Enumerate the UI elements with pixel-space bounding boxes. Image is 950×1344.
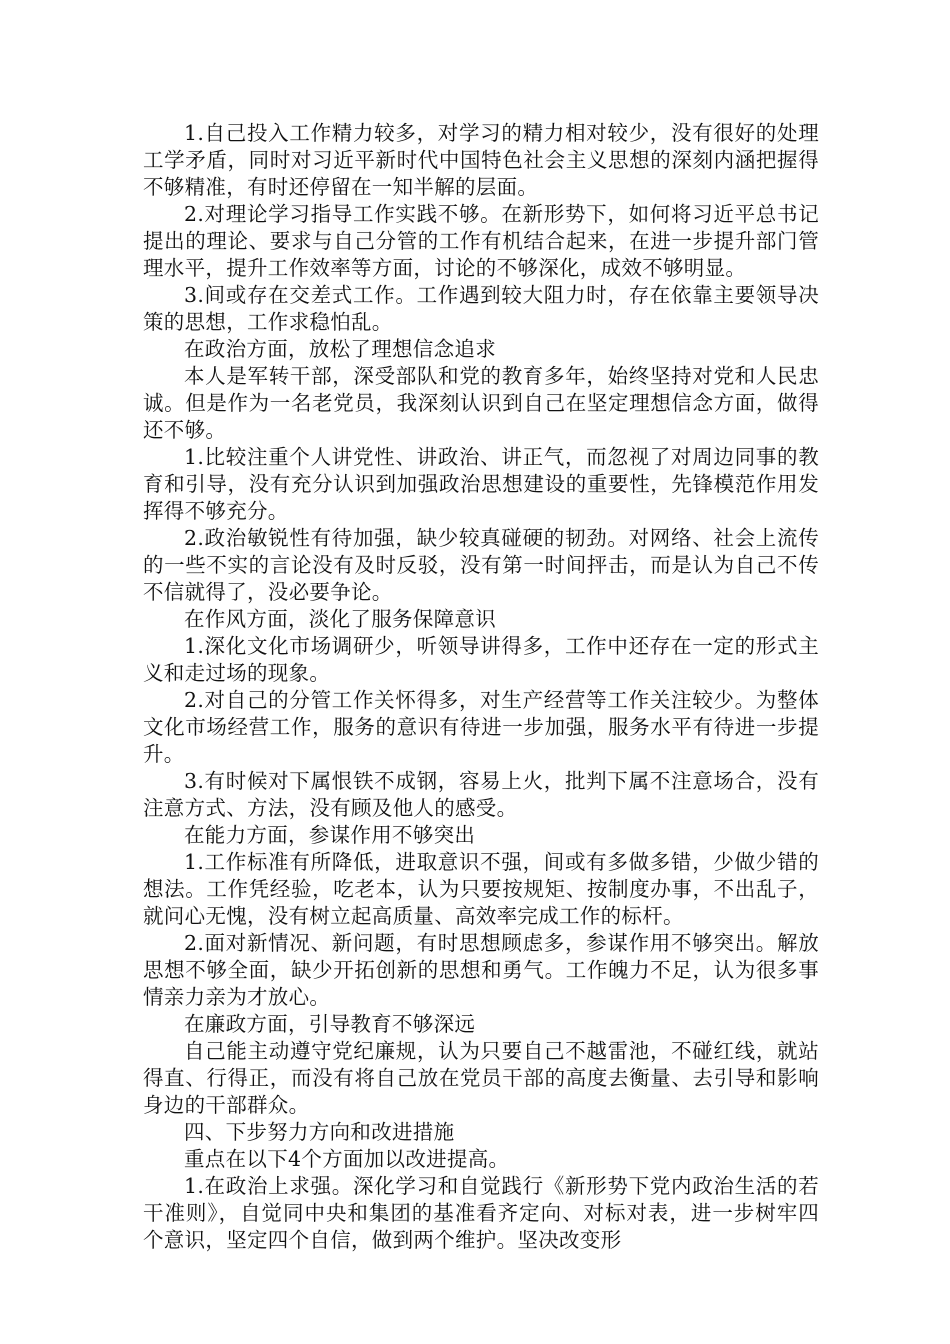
section-heading-ability: 在能力方面，参谋作用不够突出 (184, 823, 476, 847)
paragraph-11: 2.面对新情况、新问题，有时思想顾虑多，参谋作用不够突出。解放思想不够全面，缺少开拓创新的思想和勇气。工作魄力不足，认为很多事情亲力亲为才放心。 (143, 931, 819, 1009)
paragraph-7: 1.深化文化市场调研少，听领导讲得多，工作中还存在一定的形式主义和走过场的现象。 (143, 634, 819, 685)
paragraph-14: 1.在政治上求强。深化学习和自觉践行《新形势下党内政治生活的若干准则》，自觉同中央和集团的基准看齐定向、对标对表，进一步树牢四个意识，坚定四个自信，做到两个维护。坚决改变形 (143, 1174, 819, 1252)
paragraph-6: 2.政治敏锐性有待加强，缺少较真碰硬的韧劲。对网络、社会上流传的一些不实的言论没有及时反驳，没有第一时间抨击，而是认为自己不传不信就得了，没必要争论。 (143, 526, 819, 604)
paragraph-12: 自己能主动遵守党纪廉规，认为只要自己不越雷池，不碰红线，就站得直、行得正，而没有将自己放在党员干部的高度去衡量、去引导和影响身边的干部群众。 (143, 1039, 819, 1117)
section-heading-style: 在作风方面，淡化了服务保障意识 (184, 607, 496, 631)
paragraph-5: 1.比较注重个人讲党性、讲政治、讲正气，而忽视了对周边同事的教育和引导，没有充分认识到加强政治思想建设的重要性，先锋模范作用发挥得不够充分。 (143, 445, 819, 523)
paragraph-10: 1.工作标准有所降低，进取意识不强，间或有多做多错，少做少错的想法。工作凭经验，吃老本，认为只要按规矩、按制度办事，不出乱子，就问心无愧，没有树立起高质量、高效率完成工作的标杆。 (143, 850, 819, 928)
section-heading-politics: 在政治方面，放松了理想信念追求 (184, 337, 496, 361)
paragraph-3: 3.间或存在交差式工作。工作遇到较大阻力时，存在依靠主要领导决策的思想，工作求稳怕乱。 (143, 283, 819, 334)
section-heading-improvement: 四、下步努力方向和改进措施 (184, 1120, 455, 1144)
section-heading-integrity: 在廉政方面，引导教育不够深远 (184, 1012, 476, 1036)
paragraph-4: 本人是军转干部，深受部队和党的教育多年，始终坚持对党和人民忠诚。但是作为一名老党员，我深刻认识到自己在坚定理想信念方面，做得还不够。 (143, 364, 819, 442)
paragraph-8: 2.对自己的分管工作关怀得多，对生产经营等工作关注较少。为整体文化市场经营工作，服务的意识有待进一步加强，服务水平有待进一步提升。 (143, 688, 819, 766)
paragraph-9: 3.有时候对下属恨铁不成钢，容易上火，批判下属不注意场合，没有注意方式、方法，没有顾及他人的感受。 (143, 769, 819, 820)
paragraph-2: 2.对理论学习指导工作实践不够。在新形势下，如何将习近平总书记提出的理论、要求与自己分管的工作有机结合起来，在进一步提升部门管理水平，提升工作效率等方面，讨论的不够深化，成效不够明显。 (143, 202, 819, 280)
paragraph-13: 重点在以下4个方面加以改进提高。 (184, 1147, 510, 1171)
document-body (143, 120, 819, 1254)
paragraph-1: 1.自己投入工作精力较多，对学习的精力相对较少，没有很好的处理工学矛盾，同时对习近平新时代中国特色社会主义思想的深刻内涵把握得不够精准，有时还停留在一知半解的层面。 (143, 121, 819, 199)
